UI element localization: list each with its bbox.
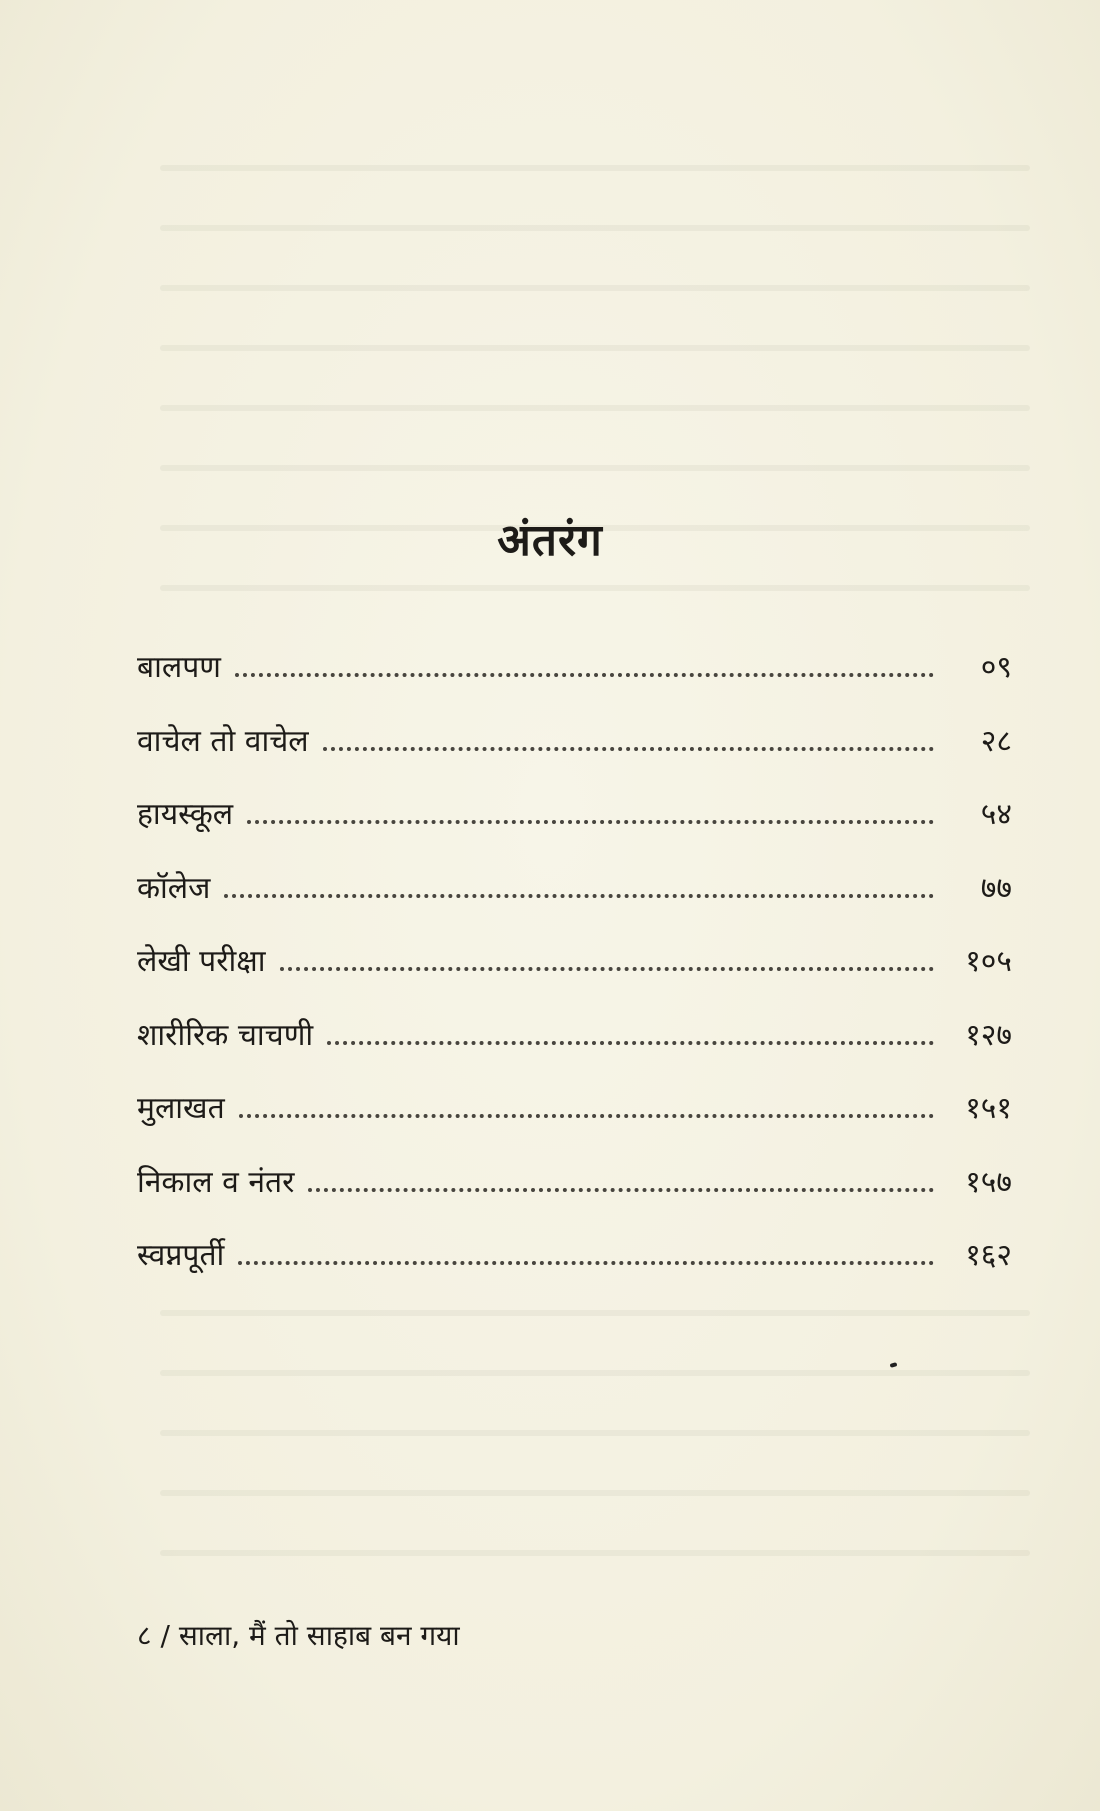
bleed-through-line <box>160 1490 1030 1496</box>
bleed-through-line <box>160 585 1030 591</box>
bleed-through-line <box>160 465 1030 471</box>
toc-entry <box>137 939 1012 1013</box>
toc-entry <box>137 1160 1012 1234</box>
page-title: अंतरंग <box>497 515 603 566</box>
toc-entry-title: स्वप्नपूर्ती <box>137 1238 225 1273</box>
dot-leader <box>238 1261 934 1265</box>
footer-separator: / <box>160 1619 170 1652</box>
bleed-through-line <box>160 345 1030 351</box>
bleed-through-line <box>160 405 1030 411</box>
page-footer <box>137 1616 460 1654</box>
toc-entry <box>137 719 1012 793</box>
toc-entry <box>137 1086 1012 1160</box>
toc-entry-title: कॉलेज <box>137 870 211 906</box>
table-of-contents <box>137 645 1012 1307</box>
bleed-through-line <box>160 1550 1030 1556</box>
toc-entry <box>137 1013 1012 1087</box>
dot-leader <box>280 967 934 971</box>
dot-leader <box>224 894 934 898</box>
toc-entry-page: ०९ <box>980 650 1012 685</box>
toc-entry-title: निकाल व नंतर <box>137 1164 295 1200</box>
bleed-through-line <box>160 1430 1030 1436</box>
bleed-through-line <box>160 1370 1030 1376</box>
dot-leader <box>239 1114 934 1118</box>
toc-entry-page: ५४ <box>980 797 1012 832</box>
toc-entry-title: वाचेल तो वाचेल <box>137 723 309 759</box>
dot-leader <box>235 673 934 677</box>
toc-entry-title: मुलाखत <box>137 1091 225 1126</box>
dot-leader <box>308 1188 934 1192</box>
toc-entry <box>137 645 1012 719</box>
bleed-through-line <box>160 1310 1030 1316</box>
toc-entry-page: २८ <box>980 723 1012 759</box>
dot-leader <box>327 1041 934 1045</box>
toc-entry <box>137 792 1012 866</box>
bleed-through-line <box>160 225 1030 231</box>
toc-entry-title: लेखी परीक्षा <box>137 944 266 979</box>
toc-entry-title: बालपण <box>137 650 221 685</box>
footer-book-title: साला, मैं तो साहाब बन गया <box>178 1619 460 1652</box>
dot-leader <box>323 747 934 751</box>
footer-page-number: ८ <box>137 1619 152 1652</box>
toc-entry-page: १६२ <box>965 1238 1012 1273</box>
toc-entry-title: शारीरिक चाचणी <box>137 1017 314 1053</box>
bleed-through-line <box>160 165 1030 171</box>
toc-entry-page: १२७ <box>965 1017 1012 1053</box>
dot-leader <box>247 820 934 824</box>
toc-entry-page: १५१ <box>965 1091 1012 1126</box>
toc-entry-page: १५७ <box>965 1164 1012 1200</box>
toc-entry-title: हायस्कूल <box>137 797 234 832</box>
ink-speck <box>890 1362 898 1368</box>
toc-entry <box>137 1233 1012 1307</box>
toc-entry <box>137 866 1012 940</box>
toc-entry-page: ७७ <box>980 870 1012 906</box>
toc-entry-page: १०५ <box>965 944 1012 979</box>
bleed-through-line <box>160 285 1030 291</box>
